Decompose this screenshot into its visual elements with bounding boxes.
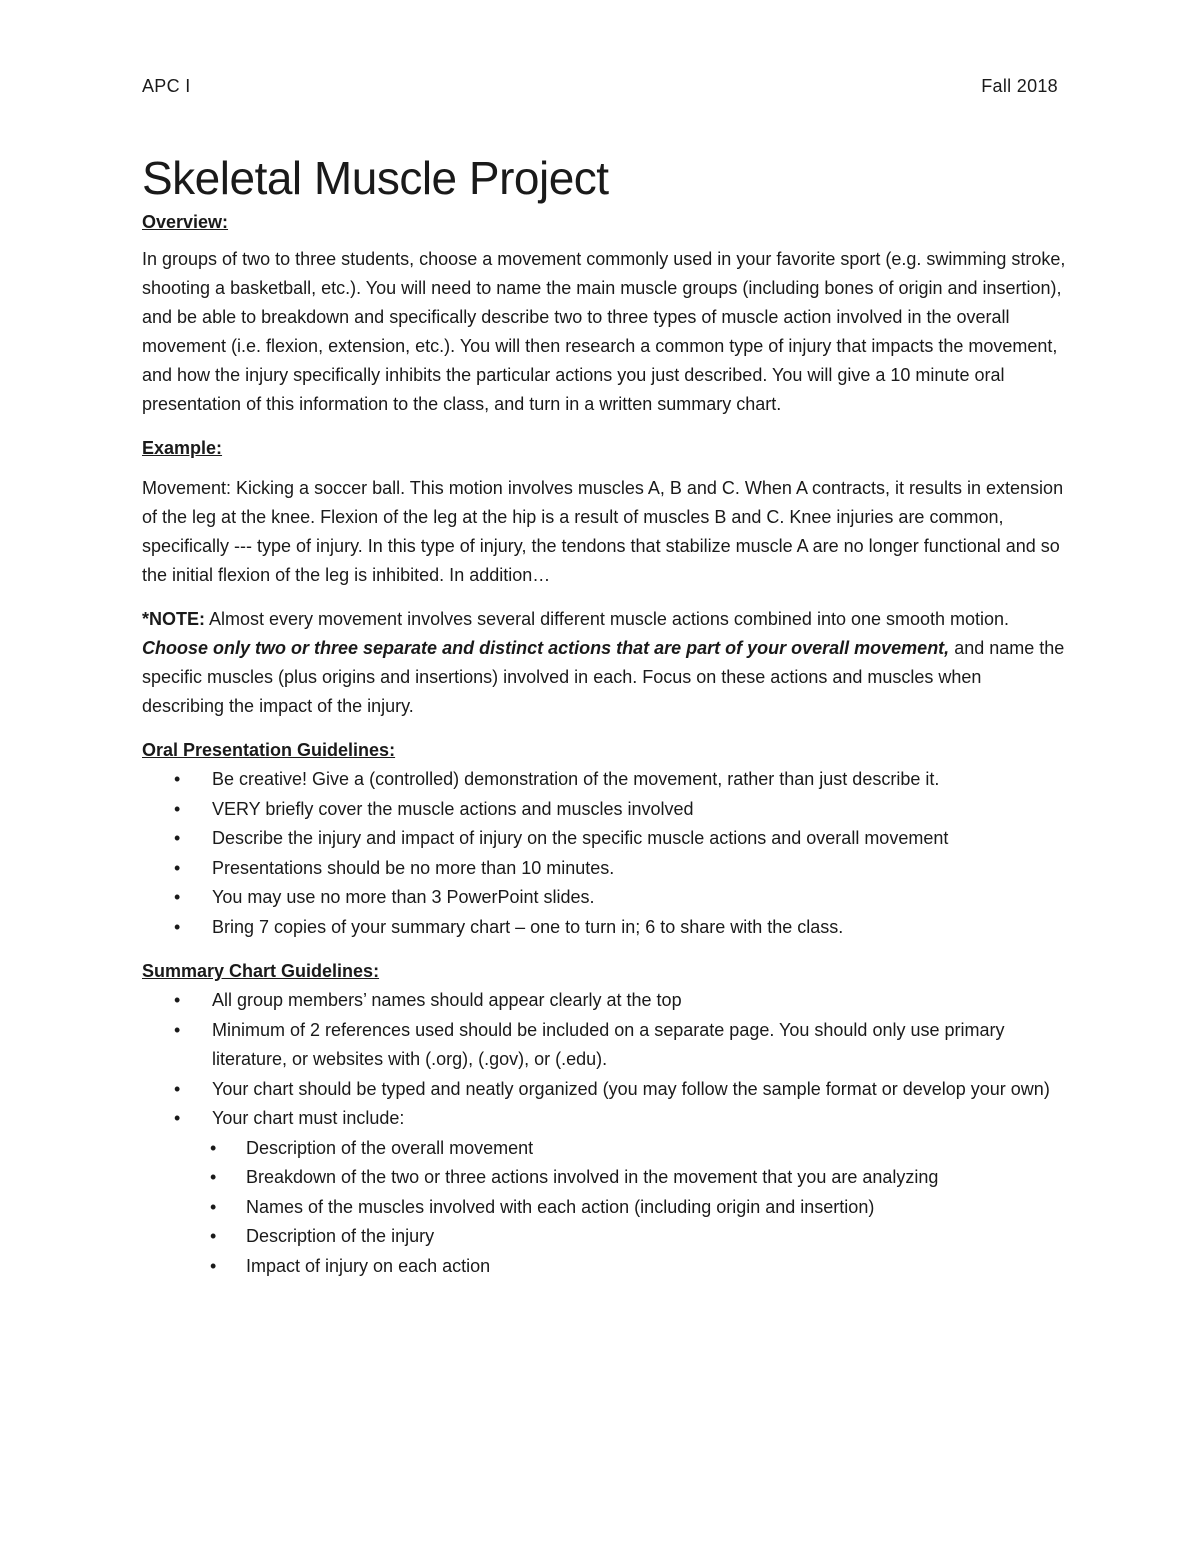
chart-include-list [142, 1134, 1067, 1282]
list-item: • Bring 7 copies of your summary chart – one to turn in; 6 to share with the class. [142, 913, 1067, 943]
list-item: • Your chart should be typed and neatly organized (you may follow the sample format or develop your own) [142, 1075, 1067, 1105]
example-paragraph: Movement: Kicking a soccer ball. This motion involves muscles A, B and C. When A contracts, it results in extension of the leg at the knee. Flexion of the leg at the hip is a result of muscles B and C. Knee injuries are common, specifically --- type of injury. In this type of injury, the tendons that stabilize muscle A are no longer functional and so the initial flexion of the leg is inhibited. In addition… [142, 478, 1064, 585]
sub-list-item: • Breakdown of the two or three actions involved in the movement that you are analyzing [142, 1163, 1067, 1193]
header-term: Fall 2018 [981, 76, 1058, 96]
oral-guidelines-heading: Oral Presentation Guidelines: [142, 740, 396, 760]
list-item: • You may use no more than 3 PowerPoint slides. [142, 883, 1067, 913]
oral-guidelines-list [142, 765, 1067, 942]
list-item: • VERY briefly cover the muscle actions and muscles involved [142, 795, 1067, 825]
sub-list-item: • Names of the muscles involved with each action (including origin and insertion) [142, 1193, 1067, 1223]
example-heading: Example: [142, 438, 223, 458]
note-text-after: and name the specific muscles (plus origins and insertions) involved in each. Focus on these actions and muscles when describing the impact of the injury. [142, 638, 1065, 716]
note-paragraph [142, 605, 1067, 721]
document-body [142, 150, 1067, 1281]
list-item: • Minimum of 2 references used should be included on a separate page. You should only use primary literature, or websites with (.org), (.gov), or (.edu). [142, 1016, 1067, 1075]
note-label: *NOTE: [142, 609, 205, 629]
list-item: • Your chart must include: [142, 1104, 1067, 1134]
header-course: APC I [142, 76, 191, 96]
sub-list-item: • Description of the overall movement [142, 1134, 1067, 1164]
list-item: • Be creative! Give a (controlled) demonstration of the movement, rather than just describe it. [142, 765, 1067, 795]
overview-heading: Overview: [142, 212, 229, 232]
note-text-before: Almost every movement involves several different muscle actions combined into one smooth motion. [205, 609, 1010, 629]
sub-list-item: • Impact of injury on each action [142, 1252, 1067, 1282]
overview-paragraph: In groups of two to three students, choose a movement commonly used in your favorite sport (e.g. swimming stroke, shooting a basketball, etc.). You will need to name the main muscle groups (including bones of origin and insertion), and be able to breakdown and specifically describe two to three types of muscle action involved in the overall movement (i.e. flexion, extension, etc.). You will then research a common type of injury that impacts the movement, and how the injury specifically inhibits the particular actions you just described. You will give a 10 minute oral presentation of this information to the class, and turn in a written summary chart. [142, 249, 1066, 414]
list-item: • Presentations should be no more than 10 minutes. [142, 854, 1067, 884]
list-item: • All group members’ names should appear clearly at the top [142, 986, 1067, 1016]
chart-guidelines-heading: Summary Chart Guidelines: [142, 961, 380, 981]
sub-list-item: • Description of the injury [142, 1222, 1067, 1252]
page-title: Skeletal Muscle Project [142, 152, 609, 204]
list-item: • Describe the injury and impact of injury on the specific muscle actions and overall movement [142, 824, 1067, 854]
chart-guidelines-list [142, 986, 1067, 1134]
note-emphasis: Choose only two or three separate and distinct actions that are part of your overall movement, [142, 638, 950, 658]
